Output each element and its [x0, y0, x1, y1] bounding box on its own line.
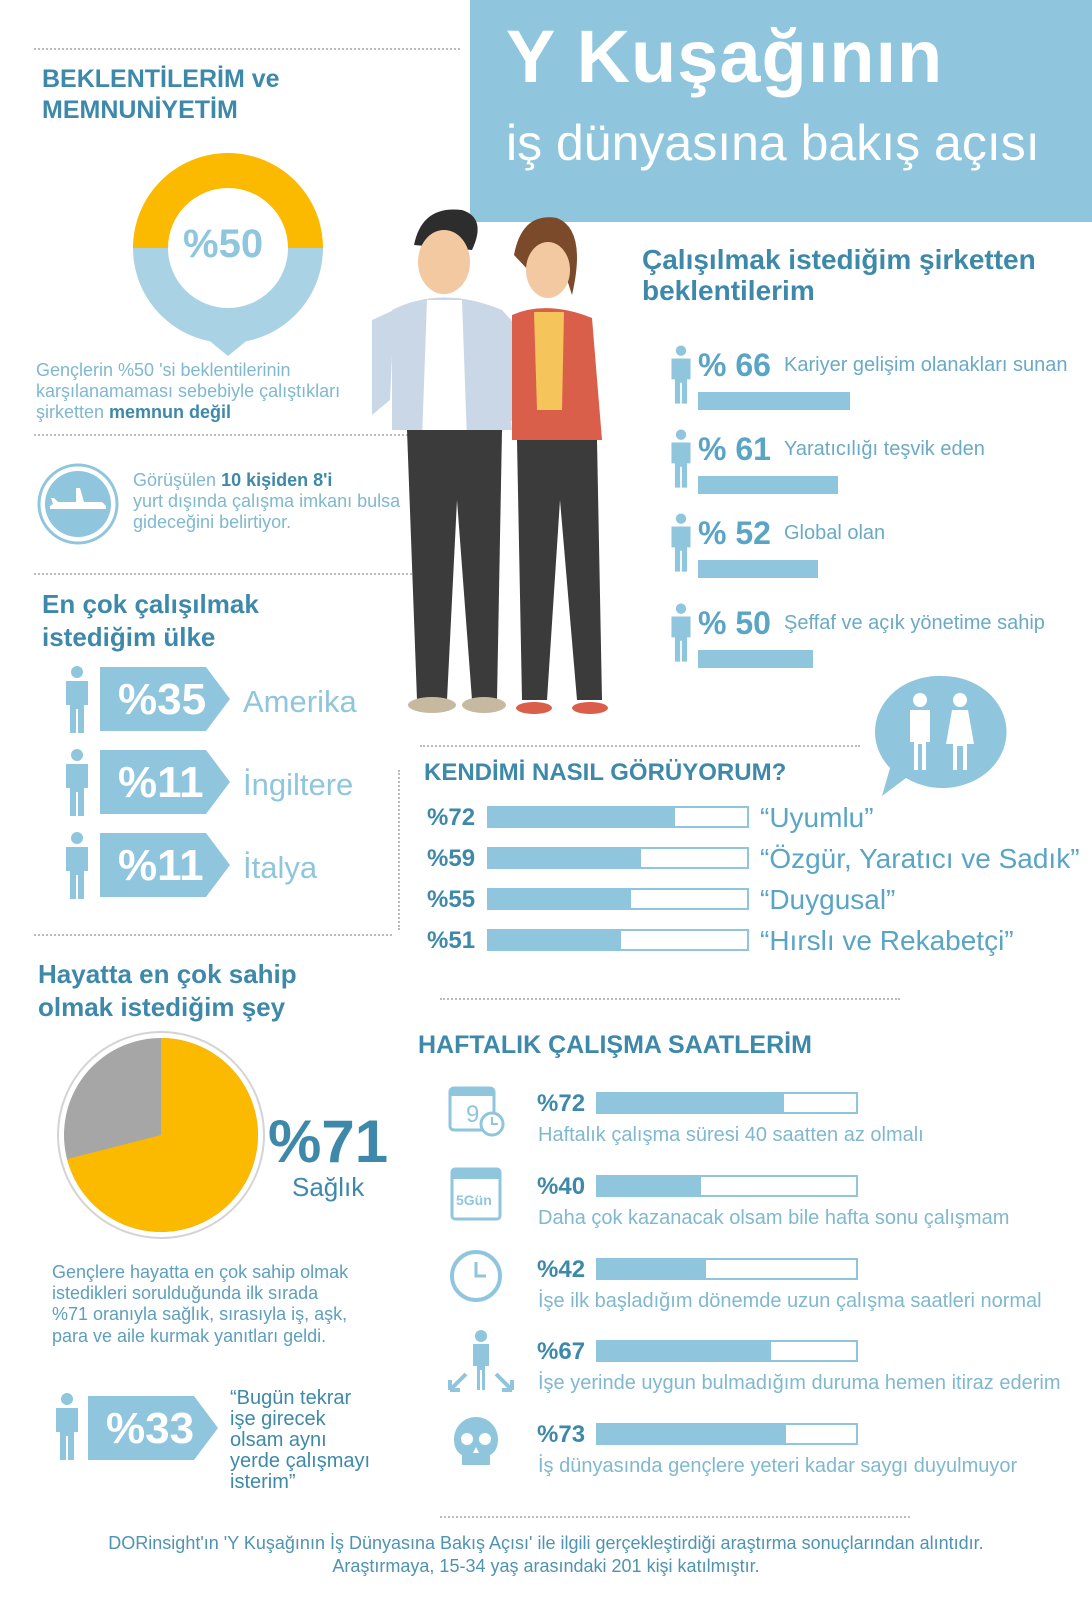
hours-bar-track — [596, 1423, 858, 1445]
person-icon — [668, 508, 694, 578]
satisfaction-donut-value: %50 — [183, 222, 264, 266]
satisfaction-text-line: karşılanamaması sebebiyle çalıştıkları — [36, 381, 341, 402]
country-pct: %11 — [118, 758, 204, 807]
life-pie-label: Sağlık — [292, 1172, 365, 1202]
page-subtitle: iş dünyasına bakış açısı — [506, 115, 1040, 171]
trait-label: “Uyumlu” — [760, 802, 874, 833]
hours-bar-track — [596, 1092, 858, 1114]
satisfaction-title-line: MEMNUNİYETİM — [42, 96, 238, 125]
skull-icon — [446, 1411, 506, 1476]
expectation-bar — [698, 560, 818, 578]
again-pct-arrow — [88, 1396, 218, 1460]
expectations-title-line: Çalışılmak istediğim şirketten — [642, 244, 1036, 275]
hours-label: İşe ilk başladığım dönemde uzun çalışma saatleri normal — [538, 1290, 1042, 1312]
again-pct: %33 — [106, 1404, 195, 1453]
divider — [440, 1516, 910, 1518]
trait-pct: %51 — [427, 927, 476, 954]
satisfaction-text — [36, 360, 340, 424]
divider — [398, 770, 400, 930]
expectation-label: Yaratıcılığı teşvik eden — [784, 438, 985, 460]
country-pct-arrow — [100, 750, 230, 814]
expectations-title — [642, 244, 1036, 307]
life-pie-chart — [56, 1030, 266, 1240]
expectation-pct: % 66 — [698, 347, 771, 383]
trait-pct: %72 — [427, 804, 476, 831]
satisfaction-title — [42, 64, 280, 127]
airplane-icon — [36, 462, 120, 546]
hours-bar-track — [596, 1340, 858, 1362]
satisfaction-title-line: BEKLENTİLERİM ve — [42, 65, 280, 93]
divider — [440, 998, 900, 1000]
header-banner — [470, 0, 1092, 222]
life-text-line: %71 oranıyla sağlık, sırasıyla iş, aşk, — [52, 1304, 348, 1325]
country-pct-arrow — [100, 667, 230, 731]
trait-label: “Duygusal” — [760, 884, 896, 915]
country-pct: %35 — [118, 675, 207, 724]
again-quote-line: isterim” — [230, 1471, 296, 1493]
calendar-clock-icon — [446, 1080, 506, 1145]
hours-bar-fill — [598, 1094, 784, 1112]
traits-title: KENDİMİ NASIL GÖRÜYORUM? — [424, 759, 787, 786]
hours-label: İş dünyasında gençlere yeteri kadar saygı duyulmuyor — [538, 1455, 1018, 1477]
calendar-5-days-icon — [446, 1163, 506, 1228]
abroad-text-line: Görüşülen — [133, 470, 222, 490]
trait-bar-track — [487, 847, 749, 869]
person-icon — [52, 1392, 82, 1462]
svg-text:9: 9 — [466, 1101, 480, 1128]
countries-title-line: istediğim ülke — [42, 621, 216, 652]
hours-label: Haftalık çalışma süresi 40 saatten az olmalı — [538, 1124, 924, 1146]
expectation-label: Şeffaf ve açık yönetime sahip — [784, 612, 1045, 634]
abroad-text-line: yurt dışında çalışma imkanı bulsa — [133, 491, 401, 512]
trait-pct: %55 — [427, 886, 476, 913]
person-icon — [668, 340, 694, 410]
divider — [34, 934, 392, 936]
hours-label: İşe yerinde uygun bulmadığım duruma hemen itiraz ederim — [538, 1372, 1061, 1394]
trait-bar-fill — [489, 931, 621, 949]
satisfaction-text-bold: memnun değil — [109, 402, 232, 423]
couple-illustration — [352, 200, 672, 740]
person-arrows-icon — [446, 1328, 516, 1403]
again-quote-line: yerde çalışmayı — [230, 1450, 371, 1472]
expectation-label: Kariyer gelişim olanakları sunan — [784, 354, 1068, 376]
country-pct: %11 — [118, 841, 204, 890]
country-name: Amerika — [243, 684, 357, 719]
trait-label: “Hırslı ve Rekabetçi” — [760, 925, 1014, 956]
person-icon — [62, 748, 92, 818]
life-text-line: istedikleri sorulduğunda ilk sırada — [52, 1283, 319, 1304]
hours-bar-fill — [598, 1342, 771, 1360]
expectation-bar — [698, 650, 813, 668]
trait-label: “Özgür, Yaratıcı ve Sadık” — [760, 843, 1080, 874]
hours-label: Daha çok kazanacak olsam bile hafta sonu çalışmam — [538, 1207, 1010, 1229]
trait-bar-fill — [489, 808, 675, 826]
trait-bar-track — [487, 929, 749, 951]
again-quote-line: olsam aynı — [230, 1429, 327, 1451]
satisfaction-text-line: Gençlerin %50 'si beklentilerinin — [36, 360, 291, 380]
person-icon — [62, 831, 92, 901]
person-icon — [62, 665, 92, 735]
satisfaction-text-line: şirketten — [36, 402, 110, 423]
hours-bar-fill — [598, 1177, 701, 1195]
hours-pct: %72 — [537, 1090, 586, 1117]
expectations-title-line: beklentilerim — [642, 275, 815, 307]
life-text — [52, 1262, 348, 1347]
life-title — [38, 958, 297, 1023]
expectation-pct: % 52 — [698, 515, 771, 551]
trait-bar-track — [487, 806, 749, 828]
expectation-label: Global olan — [784, 522, 886, 544]
abroad-text-bold: 10 kişiden 8'i — [221, 470, 333, 490]
footer-line: Araştırmaya, 15-34 yaş arasındaki 201 kişi katılmıştır. — [332, 1556, 760, 1577]
svg-text:5Gün: 5Gün — [456, 1192, 492, 1208]
abroad-text-line: gideceğini belirtiyor. — [133, 512, 292, 533]
expectation-bar — [698, 392, 850, 410]
footer-source — [0, 1532, 1092, 1579]
countries-title — [42, 588, 259, 653]
country-pct-arrow — [100, 833, 230, 897]
trait-pct: %59 — [427, 845, 476, 872]
hours-bar-fill — [598, 1260, 706, 1278]
gender-bubble-icon — [868, 672, 1016, 802]
life-text-line: Gençlere hayatta en çok sahip olmak — [52, 1262, 349, 1282]
divider — [34, 48, 460, 50]
hours-bar-track — [596, 1258, 858, 1280]
again-quote-line: işe girecek — [230, 1408, 326, 1430]
person-icon — [668, 424, 694, 494]
hours-pct: %40 — [537, 1173, 586, 1200]
divider — [420, 745, 860, 747]
clock-icon — [446, 1246, 506, 1311]
expectation-pct: % 50 — [698, 605, 771, 641]
again-quote-line: “Bugün tekrar — [230, 1387, 352, 1409]
footer-line: DORinsight'ın 'Y Kuşağının İş Dünyasına Bakış Açısı' ile ilgili gerçekleştirdiği araştırma sonuçlarından alıntıdır. — [108, 1533, 984, 1553]
trait-bar-fill — [489, 890, 631, 908]
hours-title: HAFTALIK ÇALIŞMA SAATLERİM — [418, 1031, 812, 1059]
expectation-bar — [698, 476, 838, 494]
hours-pct: %67 — [537, 1338, 586, 1365]
hours-bar-fill — [598, 1425, 786, 1443]
hours-pct: %73 — [537, 1421, 586, 1448]
donut-pointer — [206, 338, 250, 356]
trait-bar-track — [487, 888, 749, 910]
life-pie-pct: %71 — [268, 1108, 389, 1175]
trait-bar-fill — [489, 849, 641, 867]
hours-bar-track — [596, 1175, 858, 1197]
hours-pct: %42 — [537, 1256, 586, 1283]
person-icon — [668, 598, 694, 668]
country-name: İtalya — [243, 850, 318, 885]
country-name: İngiltere — [243, 767, 354, 802]
again-quote — [230, 1388, 370, 1493]
life-title-line: Hayatta en çok sahip — [38, 959, 297, 989]
life-title-line: olmak istediğim şey — [38, 991, 286, 1022]
life-text-line: para ve aile kurmak yanıtları geldi. — [52, 1325, 327, 1346]
page-title: Y Kuşağının — [506, 15, 944, 98]
expectation-pct: % 61 — [698, 431, 771, 467]
countries-title-line: En çok çalışılmak — [42, 589, 259, 619]
